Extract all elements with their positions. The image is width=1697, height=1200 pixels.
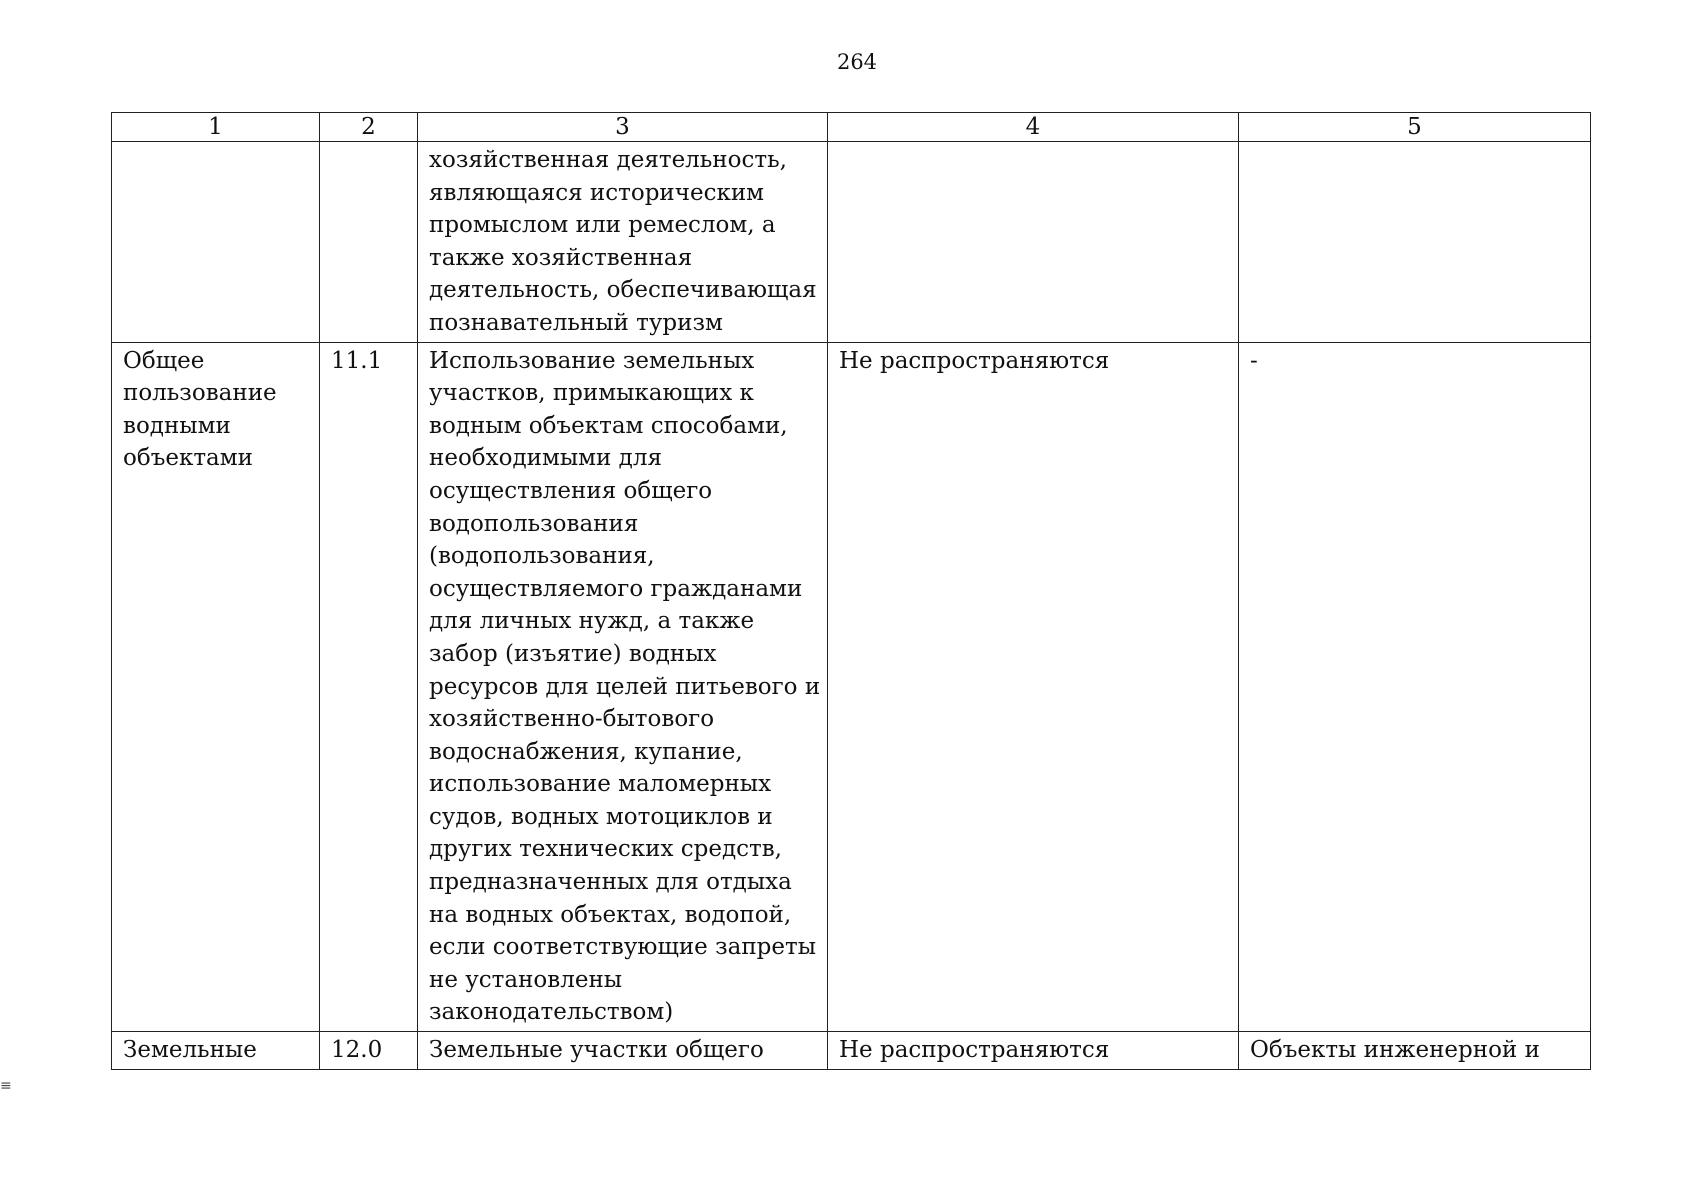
cell-objects: Объекты инженерной и bbox=[1239, 1032, 1591, 1070]
text-line: осуществления общего bbox=[429, 477, 713, 504]
land-use-table bbox=[111, 112, 1591, 1070]
cell-type bbox=[112, 342, 320, 1031]
text-line: предназначенных для отдыха bbox=[429, 869, 792, 896]
column-header: 4 bbox=[828, 113, 1239, 142]
text-line: судов, водных мотоциклов и bbox=[429, 803, 773, 830]
cell-code: 12.0 bbox=[320, 1032, 418, 1070]
cell-type bbox=[112, 142, 320, 343]
text-line: ресурсов для целей питьевого и bbox=[429, 673, 821, 700]
text-line: также хозяйственная bbox=[429, 244, 693, 271]
text-line: осуществляемого гражданами bbox=[429, 575, 803, 602]
table-row bbox=[112, 142, 1591, 343]
text-line: использование маломерных bbox=[429, 771, 772, 798]
column-header: 5 bbox=[1239, 113, 1591, 142]
text-line: Использование земельных bbox=[429, 347, 755, 374]
text-line: забор (изъятие) водных bbox=[429, 640, 717, 667]
text-line: Общее bbox=[123, 347, 205, 374]
text-line: необходимыми для bbox=[429, 445, 662, 472]
text-line: объектами bbox=[123, 445, 253, 472]
text-line: Земельные участки общего bbox=[429, 1037, 764, 1064]
text-line: водными bbox=[123, 412, 231, 439]
cell-code bbox=[320, 142, 418, 343]
cell-objects bbox=[1239, 142, 1591, 343]
text-line: хозяйственно-бытового bbox=[429, 706, 715, 733]
cell-description bbox=[418, 342, 828, 1031]
cell-type bbox=[112, 1032, 320, 1070]
text-line: являющаяся историческим bbox=[429, 179, 765, 206]
header-row bbox=[112, 113, 1591, 142]
margin-mark: ≡ bbox=[0, 1078, 12, 1094]
text-line: для личных нужд, а также bbox=[429, 608, 755, 635]
column-header: 1 bbox=[112, 113, 320, 142]
text-line: (водопользования, bbox=[429, 543, 655, 570]
column-header: 2 bbox=[320, 113, 418, 142]
text-line: хозяйственная деятельность, bbox=[429, 147, 787, 173]
cell-restrictions: Не распространяются bbox=[828, 1032, 1239, 1070]
text-line: на водных объектах, водопой, bbox=[429, 901, 792, 928]
table-row bbox=[112, 342, 1591, 1031]
text-line: водопользования bbox=[429, 510, 639, 537]
table-row bbox=[112, 1032, 1591, 1070]
text-line: пользование bbox=[123, 380, 277, 407]
page-number: 264 bbox=[836, 50, 878, 74]
text-line: познавательный туризм bbox=[429, 309, 723, 336]
text-line: водоснабжения, купание, bbox=[429, 738, 743, 765]
text-line: законодательством) bbox=[429, 999, 674, 1026]
cell-description bbox=[418, 142, 828, 343]
cell-restrictions bbox=[828, 142, 1239, 343]
cell-restrictions: Не распространяются bbox=[828, 342, 1239, 1031]
text-line: Земельные bbox=[123, 1037, 257, 1064]
text-line: деятельность, обеспечивающая bbox=[429, 277, 817, 304]
cell-objects: - bbox=[1239, 342, 1591, 1031]
cell-code: 11.1 bbox=[320, 342, 418, 1031]
text-line: участков, примыкающих к bbox=[429, 380, 754, 407]
text-line: если соответствующие запреты bbox=[429, 934, 817, 961]
column-header: 3 bbox=[418, 113, 828, 142]
text-line: промыслом или ремеслом, а bbox=[429, 212, 776, 239]
text-line: не установлены bbox=[429, 966, 623, 993]
text-line: водным объектам способами, bbox=[429, 412, 788, 439]
cell-description bbox=[418, 1032, 828, 1070]
text-line: других технических средств, bbox=[429, 836, 782, 863]
